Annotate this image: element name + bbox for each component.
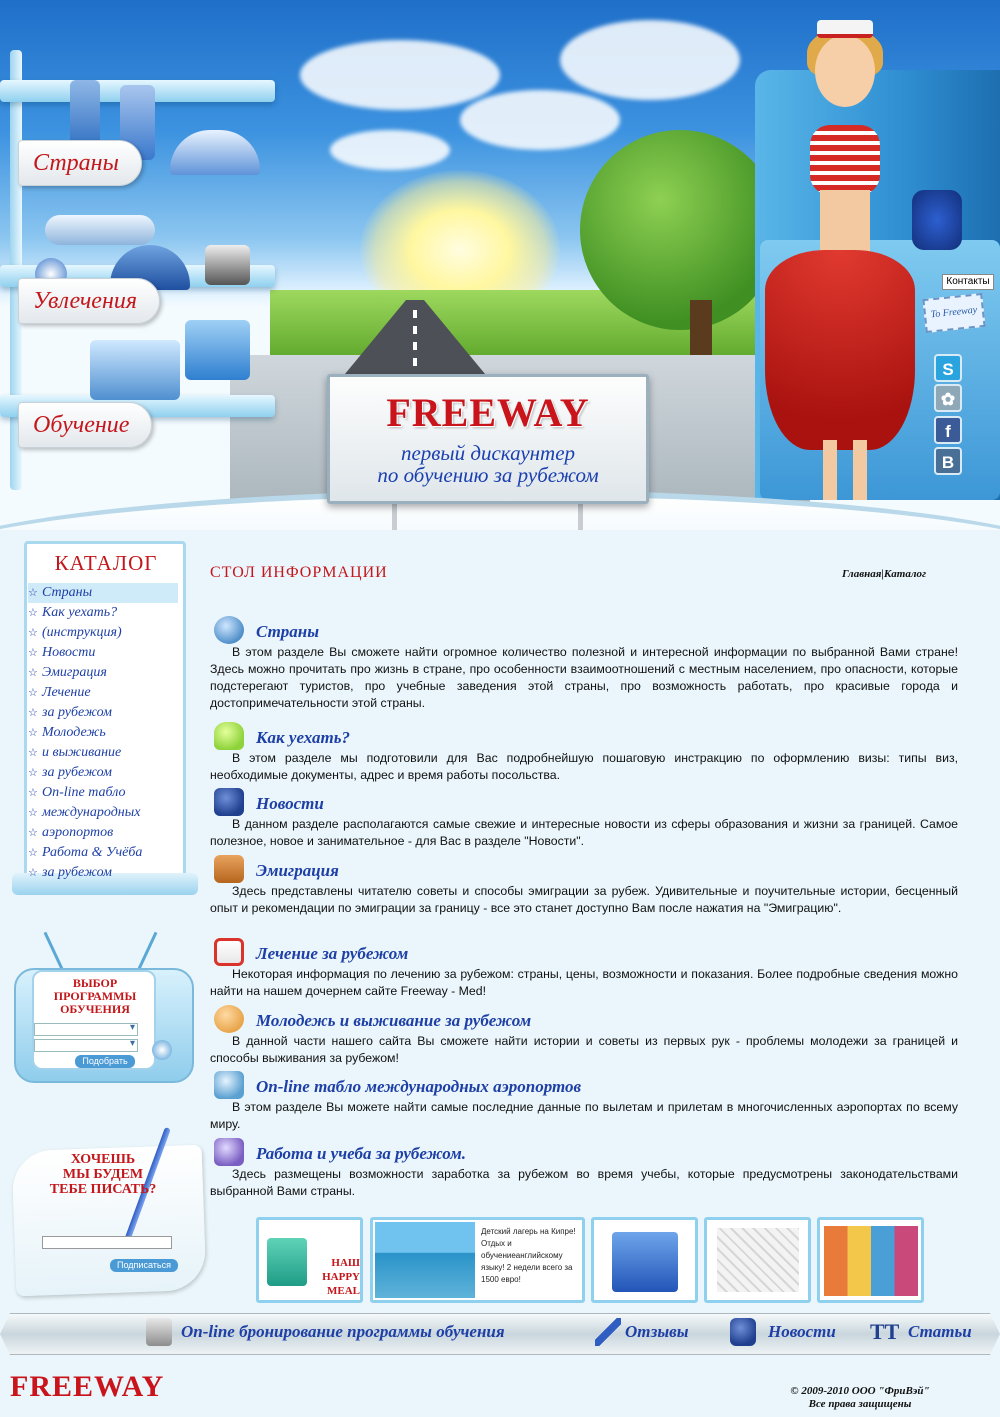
section-youth (208, 1005, 958, 1067)
breadcrumb (842, 568, 926, 580)
section-title[interactable]: Работа и учеба за рубежом. (256, 1144, 467, 1163)
catalog-item-work-study[interactable]: ☆ за рубежом (28, 863, 178, 883)
catalog-item-airport-board[interactable]: ☆ On-line табло (28, 783, 178, 803)
cloud (560, 20, 740, 100)
program-type-select[interactable] (34, 1039, 138, 1052)
section-work-study (208, 1138, 958, 1200)
subscribe-title-line: ХОЧЕШЬ (70, 1152, 136, 1167)
program-select-title-line: ВЫБОР (72, 976, 118, 990)
banner-cyprus-camp[interactable] (370, 1217, 585, 1303)
catalog-item-countries[interactable]: ☆ Страны (28, 583, 178, 603)
section-header (208, 855, 958, 883)
airplane-icon (45, 215, 155, 245)
catalog-sidebar (12, 541, 187, 901)
gift-box-icon (612, 1232, 678, 1292)
section-emigration (208, 855, 958, 917)
happy-meal-line: HAPPY MEAL (322, 1271, 360, 1297)
laptop-icon (90, 340, 180, 400)
lunch-bag-icon (267, 1238, 307, 1286)
opera-house-icon (170, 130, 260, 175)
section-text: Здесь размещены возможности заработка за рубежом во время учебы, которые предусмотрены законодательствами выбранной Вами страны. (210, 1167, 958, 1198)
shelf-label-education[interactable]: Обучение (18, 402, 152, 448)
catalog-item-treatment[interactable]: ☆ за рубежом (28, 703, 178, 723)
pinup-girl-illustration (755, 20, 925, 510)
catalog-title: КАТАЛОГ (54, 551, 158, 575)
happy-meal-text (304, 1256, 360, 1298)
hat-icon (730, 1318, 756, 1346)
striped-top (810, 125, 880, 195)
section-header (208, 1071, 958, 1099)
banner-happy-meal[interactable] (256, 1217, 363, 1303)
section-header (208, 1138, 958, 1166)
leg (823, 440, 837, 500)
copyright (760, 1385, 960, 1411)
header-banner (0, 0, 1000, 530)
globe-icon (214, 616, 244, 644)
billboard-slogan: по обучению за рубежом (377, 463, 599, 487)
section-text: В данном разделе располагаются самые свежие и интересные новости из сферы образования и жизни за границей. Самое полезное, новое и занимательное - для Вас в разделе "Новости". (210, 817, 958, 848)
section-text: Некоторая информация по лечению за рубежом: страны, цены, возможности и показания. Более подробные сведения можно найти на нашем дочернем сайте Freeway - Med! (210, 967, 958, 998)
section-countries (208, 616, 958, 712)
vkontakte-icon[interactable]: B (934, 447, 962, 475)
catalog-item-emigration[interactable]: ☆ Эмиграция (28, 663, 178, 683)
banner-houses[interactable] (817, 1217, 924, 1303)
beach-photo (375, 1222, 475, 1298)
catalog-item-airport-board[interactable]: ☆ международных (28, 803, 178, 823)
section-header (208, 788, 958, 816)
copyright-line: © 2009-2010 ООО "ФриВэй" (790, 1385, 930, 1397)
nav-reviews[interactable]: Отзывы (625, 1322, 689, 1341)
first-aid-icon (214, 938, 244, 966)
copyright-line: Все права защищены (808, 1398, 912, 1410)
catalog-item-youth[interactable]: ☆ за рубежом (28, 763, 178, 783)
program-country-select[interactable] (34, 1023, 138, 1036)
catalog-item-how-to-leave[interactable]: ☆ (инструкция) (28, 623, 178, 643)
nav-online-booking[interactable]: On-line бронирование программы обучения (181, 1322, 505, 1341)
sketch-image (717, 1228, 799, 1292)
houses-photo (824, 1226, 918, 1296)
billboard-logo: FREEWAY (386, 390, 590, 435)
section-text: В этом разделе Вы можете найти самые последние данные по вылетам и прилетам в многочисленных аэропортах по всему миру. (210, 1100, 958, 1131)
catalog-item-youth[interactable]: ☆ Молодежь (28, 723, 178, 743)
tools-icon (214, 1138, 244, 1166)
hat-icon (214, 788, 244, 816)
sailor-hat (817, 20, 873, 38)
billboard (327, 374, 649, 504)
gift-box-icon (185, 320, 250, 380)
text-icon: TT (870, 1319, 900, 1344)
page-title: СТОЛ ИНФОРМАЦИИ (210, 564, 388, 581)
section-airport-board (208, 1071, 958, 1133)
shelf-menu (0, 20, 290, 490)
nav-news[interactable]: Новости (768, 1322, 836, 1341)
banner-sketch[interactable] (704, 1217, 811, 1303)
to-freeway-envelope[interactable]: To Freeway (922, 293, 985, 333)
catalog-item-treatment[interactable]: ☆ Лечение (28, 683, 178, 703)
road-marking (413, 310, 417, 370)
program-select-title-line: ОБУЧЕНИЯ (60, 1002, 130, 1016)
section-title[interactable]: Эмиграция (256, 861, 339, 880)
breadcrumb-home-link[interactable]: Главная (842, 568, 882, 580)
catalog-item-youth[interactable]: ☆ и выживание (28, 743, 178, 763)
contacts-tooltip: Контакты (942, 274, 994, 290)
billboard-slogan: первый дискаунтер (400, 441, 576, 465)
catalog-item-how-to-leave[interactable]: ☆ Как уехать? (28, 603, 178, 623)
tree-crown (580, 130, 780, 330)
billboard-leg (578, 500, 583, 530)
subscribe-email-input[interactable] (42, 1236, 172, 1249)
section-news (208, 788, 958, 850)
car-icon (214, 722, 244, 750)
billboard-leg (392, 500, 397, 530)
shelf-label-hobbies[interactable]: Увлечения (18, 278, 160, 324)
find-program-button[interactable]: Подобрать (75, 1055, 135, 1068)
section-title[interactable]: Как уехать? (256, 728, 351, 747)
camera-icon (205, 245, 250, 285)
telephone-icon[interactable] (912, 190, 962, 250)
catalog-item-news[interactable]: ☆ Новости (28, 643, 178, 663)
breadcrumb-catalog-link[interactable]: Каталог (883, 568, 927, 580)
calendar-clock-icon (214, 1071, 244, 1099)
breadcrumb-separator: | (881, 568, 884, 580)
section-title[interactable]: On-line табло международных аэропортов (256, 1077, 582, 1096)
suitcase-icon (214, 855, 244, 883)
face (815, 35, 875, 107)
pen-icon (595, 1318, 621, 1346)
facebook-icon[interactable]: f (934, 416, 962, 444)
program-select-title-line: ПРОГРАММЫ (53, 989, 137, 1003)
section-header (208, 1005, 958, 1033)
subscribe-button[interactable]: Подписаться (110, 1259, 178, 1272)
cloud (460, 90, 620, 150)
red-skirt (765, 250, 915, 450)
subscribe-title-line: ТЕБЕ ПИСАТЬ? (49, 1182, 157, 1197)
booking-icon (146, 1318, 172, 1346)
tree-trunk (690, 300, 712, 355)
leg (853, 440, 867, 500)
section-header (208, 938, 958, 966)
section-title[interactable]: Страны (256, 622, 320, 641)
section-title[interactable]: Молодежь и выживание за рубежом (256, 1011, 532, 1030)
tv-knob (152, 1040, 172, 1060)
happy-meal-line: НАШ (331, 1257, 360, 1269)
program-select-title (36, 977, 154, 1016)
section-header (208, 616, 958, 644)
section-text: В этом разделе Вы сможете найти огромное количество полезной и интересной информации по выбранной Вами стране! Здесь можно прочитать про жизнь в стране, про особенности взаимоотношений с местным населением, про опасности, которые подстерегают туристов, про учебные заведения этой страны, про возможность работать, про красивые города и достопримечательности этой страны. (210, 645, 958, 710)
cloud (300, 40, 500, 110)
catalog-list (28, 583, 178, 883)
shelf-label-countries[interactable]: Страны (18, 140, 142, 186)
section-how-to-leave (208, 722, 958, 784)
section-text: Здесь представлены читателю советы и способы эмиграции за рубеж. Удивительные и поучительные истории, бесценный опыт и рекомендации по эмиграции за границу - все это станет доступно Вам после нажатия на "Эмиграцию". (210, 884, 958, 915)
icq-icon[interactable]: ✿ (934, 384, 962, 412)
section-text: В этом разделе мы подготовили для Вас подробнейшую пошаговую инстракцию по оформлению визы: типы виз, необходимые документы, адрес и время работы посольства. (210, 751, 958, 782)
section-title[interactable]: Новости (256, 794, 324, 813)
subscribe-title (28, 1152, 178, 1197)
catalog-item-airport-board[interactable]: ☆ аэропортов (28, 823, 178, 843)
section-treatment (208, 938, 958, 1000)
section-text: В данной части нашего сайта Вы сможете найти истории и советы из первых рук - проблемы молодежи за границей и способы выживания за рубежом! (210, 1034, 958, 1065)
cloud (330, 130, 450, 170)
catalog-item-work-study[interactable]: ☆ Работа & Учёба (28, 843, 178, 863)
camp-text: Детский лагерь на Кипре! Отдых и обучениеанглийскому языку! 2 недели всего за 1500 евро! (481, 1227, 576, 1284)
people-icon (214, 1005, 244, 1033)
banner-gift[interactable] (591, 1217, 698, 1303)
nav-articles[interactable]: Статьи (908, 1322, 972, 1341)
section-title[interactable]: Лечение за рубежом (256, 944, 409, 963)
footer-logo[interactable]: FREEWAY (10, 1370, 165, 1403)
skype-icon[interactable]: S (934, 354, 962, 382)
subscribe-title-line: МЫ БУДЕМ (62, 1167, 144, 1182)
section-header (208, 722, 958, 750)
